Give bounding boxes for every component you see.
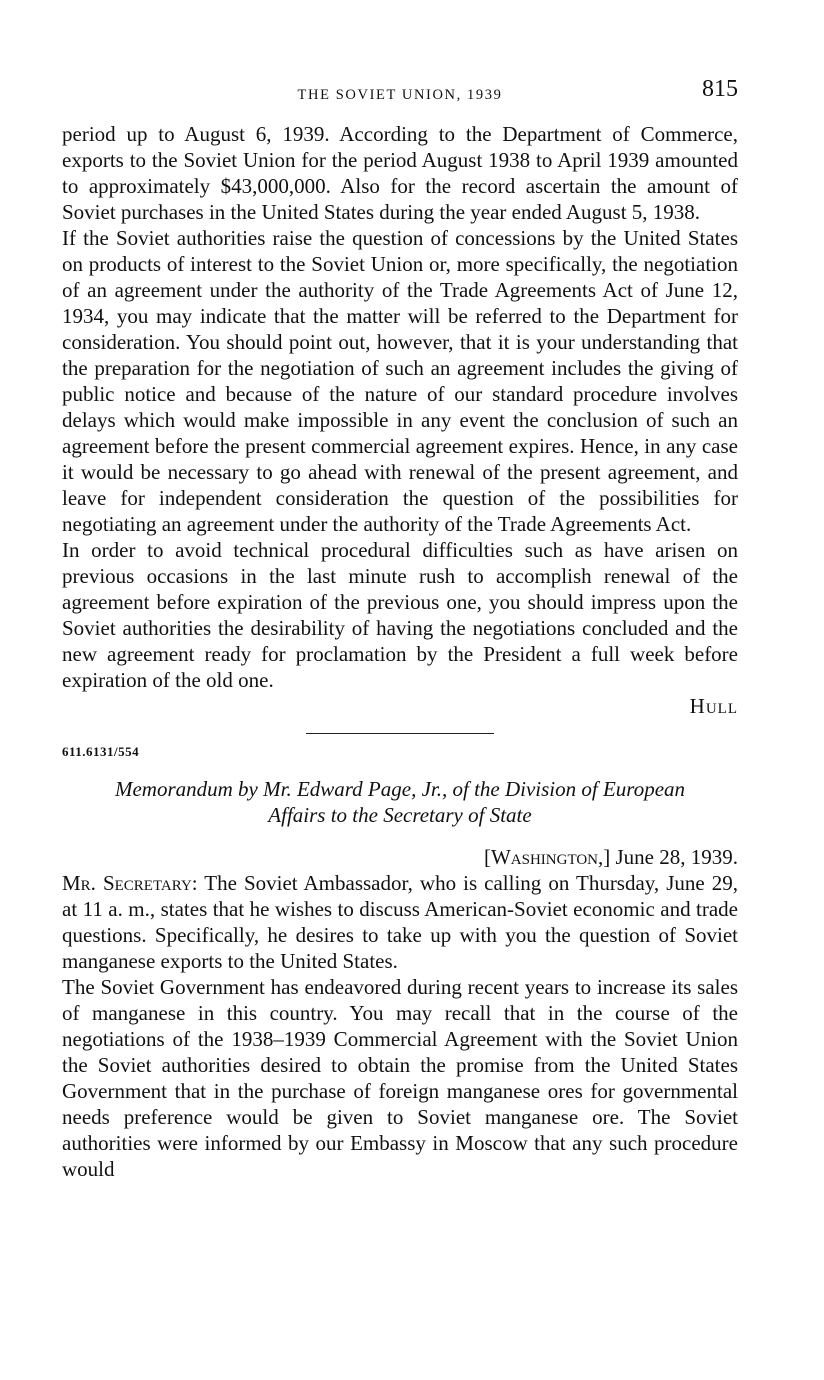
memo-title-line-1: Memorandum by Mr. Edward Page, Jr., of the Division of European (114, 777, 686, 801)
running-head (62, 76, 738, 106)
section-divider (306, 733, 494, 734)
memo-title-line-2: Affairs to the Secretary of State (268, 803, 532, 827)
paragraph-continuation: period up to August 6, 1939. According to the Department of Commerce, exports to the Soviet Union for the period August 1938 to April 1939 amounted to approximately $43,000,000. Also for the record ascertain the amount of Soviet purchases in the United States during the year ended August 5, 1938. (62, 122, 738, 224)
memo-paragraph-2: The Soviet Government has endeavored during recent years to increase its sales of manganese in this country. You may recall that in the course of the negotiations of the 1938–1939 Commercial Agreement with the Soviet Union the Soviet authorities desired to obtain the promise from the United States Government that in the purchase of foreign manganese ores for governmental needs preference would be given to Soviet manganese ore. The Soviet authorities were informed by our Embassy in Moscow that any such procedure would (62, 975, 738, 1181)
paragraph-concessions: If the Soviet authorities raise the question of concessions by the United States on products of interest to the Soviet Union or, more specifically, the negotiation of an agreement under the authority of the Trade Agreements Act of June 12, 1934, you may indicate that the matter will be referred to the Department for consideration. You should point out, however, that it is your understanding that the preparation for the negotiation of such an agreement includes the giving of public notice and because of the nature of our standard procedure involves delays which would make impossible in any event the conclusion of such an agreement before the present commercial agreement expires. Hence, in any case it would be necessary to go ahead with renewal of the present agreement, and leave for independent consideration the question of the possibilities for negotiating an agreement under the authority of the Trade Agreements Act. (62, 226, 738, 536)
dateline-place: [Washington,] (483, 845, 611, 869)
memo-title (62, 776, 738, 828)
dateline-date: June 28, 1939. (615, 845, 738, 869)
memo-paragraph-1-text: The Soviet Ambassador, who is calling on Thursday, June 29, at 11 a. m., states that he wishes to discuss American-Soviet economic and trade questions. Specifically, he desires to take up with you the question of Soviet manganese exports to the United States. (62, 871, 738, 973)
signature: Hull (689, 694, 738, 718)
salutation: Mr. Secretary: (62, 871, 198, 895)
memo-paragraph-1 (62, 870, 738, 974)
body-text (62, 121, 738, 1182)
dateline (62, 844, 738, 870)
page-number: 815 (702, 76, 738, 102)
running-head-title: THE SOVIET UNION, 1939 (297, 87, 503, 103)
paragraph-procedural: In order to avoid technical procedural difficulties such as have arisen on previous occasions in the last minute rush to accomplish renewal of the agreement before expiration of the previous one, you should impress upon the Soviet authorities the desirability of having the negotiations concluded and the new agreement ready for proclamation by the President a full week before expiration of the old one. (62, 538, 738, 692)
file-number: 611.6131/554 (62, 744, 140, 759)
